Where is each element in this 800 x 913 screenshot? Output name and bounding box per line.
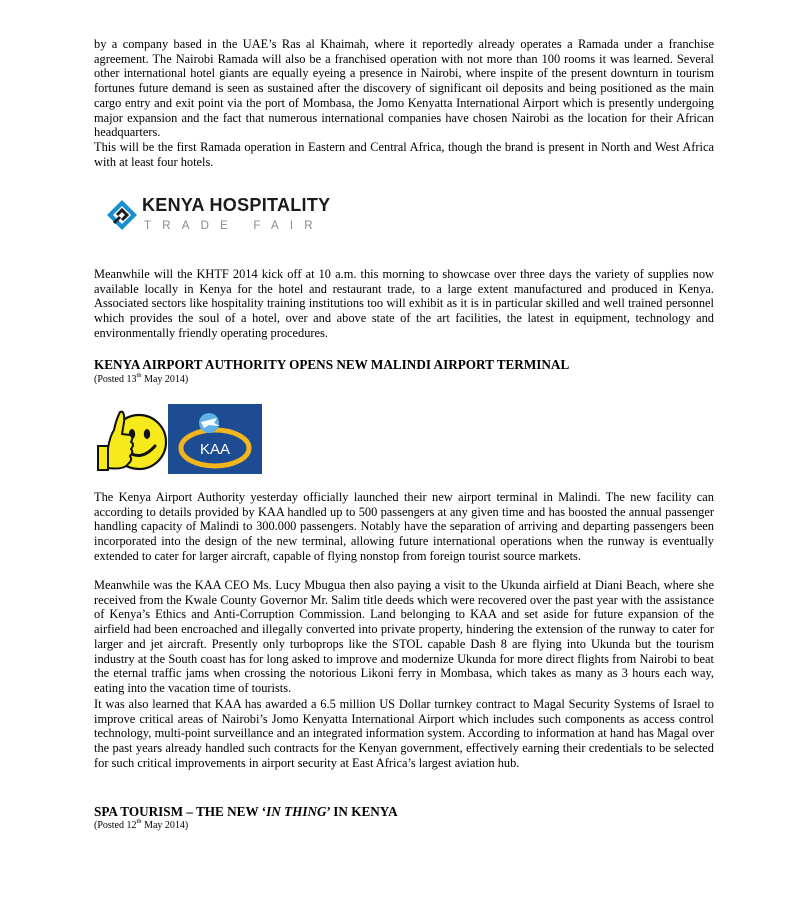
khtf-logo (106, 195, 331, 242)
kaa-logo-text: KAA (199, 441, 231, 458)
kaa-posted-date: (Posted 13th May 2014) (94, 371, 189, 385)
intro-paragraph-2: This will be the first Ramada operation in Eastern and Central Africa, though the brand is present in North and West Africa with at least four hotels. (94, 140, 714, 169)
kaa-paragraph-3: It was also learned that KAA has awarded a 6.5 million US Dollar turnkey contract to Magal Security Systems of Israel to improve critical areas of Nairobi’s Jomo Kenyatta International Airport which includes such components as access control technology, multi-point surveillance and an integrated information system. According to information at hand has Magal over the past years already handled such contracts for the Kenyan government, effectively earning their credentials to be selected for such critical improvements in airport security at East Africa’s largest aviation hub. (94, 697, 714, 770)
spa-posted-date: (Posted 12th May 2014) (94, 817, 189, 831)
khtf-logo-name: KENYA HOSPITALITY (142, 195, 331, 215)
thumbs-up-smiley-icon (94, 402, 168, 476)
khtf-logo-subtitle: TRADE FAIR (144, 220, 324, 232)
kaa-paragraph-2: Meanwhile was the KAA CEO Ms. Lucy Mbugua then also paying a visit to the Ukunda airfield at Diani Beach, where she received from the Kwale County Governor Mr. Salim title deeds which were recovered over the past year with the assistance of Kenya’s Ethics and Anti-Corruption Commission. Land belonging to KAA and set aside for future expansion of the airfield had been encroached and illegally converted into private property, hindering the extension of the runway to cater for larger and jet aircraft. Presently only turboprops like the STOL capable Dash 8 are flying into Ukunda but the tourism industry at the South coast has for long asked to improve and modernize Ukunda for more direct flights from Nairobi to beat the eternal traffic jams when crossing the notorious Likoni ferry in Mombasa, which takes as many as 3 hours each way, eating into the vacation time of tourists. (94, 578, 714, 695)
kaa-paragraph-1: The Kenya Airport Authority yesterday officially launched their new airport terminal in Malindi. The new facility can according to details provided by KAA handled up to 500 passengers at any given time and has boosted the annual passenger handling capacity of Malindi to 300.000 passengers. Notably have the separation of arriving and departing passengers been incorporated into the design of the new terminal, allowing future international operations when the runway is eventually extended to cater for larger aircraft, capable of flying nonstop from foreign tourist source markets. (94, 490, 714, 563)
kaa-headline: KENYA AIRPORT AUTHORITY OPENS NEW MALINDI AIRPORT TERMINAL (94, 357, 570, 372)
spa-headline: SPA TOURISM – THE NEW ‘IN THING’ IN KENYA (94, 804, 398, 819)
khtf-diamond-icon (106, 199, 138, 231)
khtf-paragraph: Meanwhile will the KHTF 2014 kick off at 10 a.m. this morning to showcase over three days the variety of supplies now available locally in Kenya for the hotel and restaurant trade, to a large extent manufactured and produced in Kenya. Associated sectors like hospitality training institutions too will exhibit as it is in particular skilled and well trained personnel which provides the soul of a hotel, over and above state of the art facilities, the latest in equipment, technology and environmentally friendly operating procedures. (94, 267, 714, 340)
kaa-logo (168, 404, 262, 474)
intro-paragraph-1: by a company based in the UAE’s Ras al Khaimah, where it reportedly already operates a Ramada under a franchise agreement. The Nairobi Ramada will also be a franchised operation with not more than 100 rooms it was learned. Several other international hotel giants are equally eyeing a presence in Nairobi, where inspite of the present downturn in tourism fortunes future demand is seen as sustained after the discovery of significant oil deposits and being positioned as the main cargo entry and exit point via the port of Mombasa, the Jomo Kenyatta International Airport which is presently undergoing major expansion and the fact that numerous international companies have chosen Nairobi as the location for their African headquarters. (94, 37, 714, 140)
